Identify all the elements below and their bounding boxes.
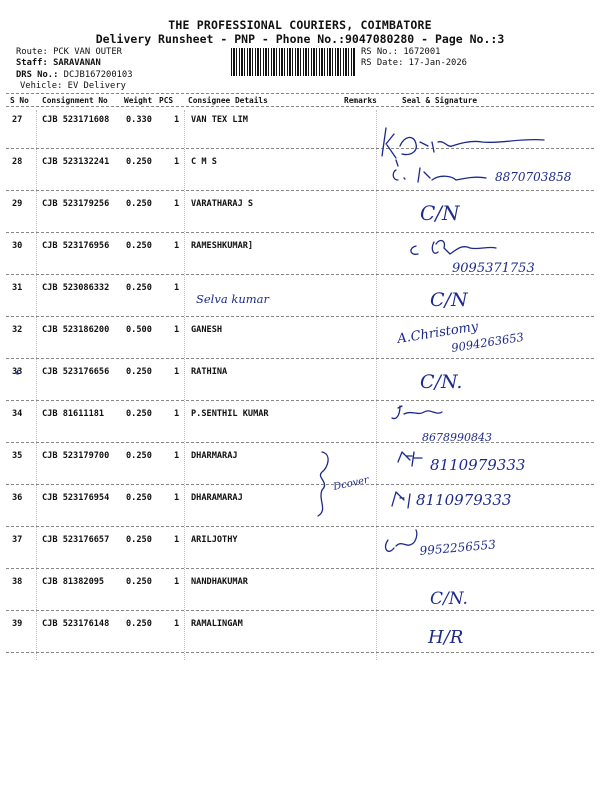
row-sno: 39: [12, 619, 23, 629]
row-consignee: VARATHARAJ S: [191, 199, 254, 209]
row-sno: 37: [12, 535, 23, 545]
row-sno: 34: [12, 409, 23, 419]
row-sno: 36: [12, 493, 23, 503]
table-row: [0, 569, 600, 611]
phone-36: 8110979333: [416, 491, 512, 509]
row-sno: 28: [12, 157, 23, 167]
col-pcs: PCS: [159, 96, 174, 105]
row-consignment-no: CJB 523086332: [42, 283, 110, 293]
row-consignee: P.SENTHIL KUMAR: [191, 409, 269, 419]
row-consignee: RATHINA: [191, 367, 228, 377]
row-pcs: 1: [174, 451, 180, 461]
cn-note-31: C/N: [430, 289, 468, 311]
rs-date: RS Date: 17-Jan-2026: [361, 58, 467, 68]
row-pcs: 1: [174, 409, 180, 419]
drs-label: DRS No.:: [16, 70, 59, 80]
phone-28: 8870703858: [495, 170, 572, 184]
col-consignee: Consignee Details: [188, 96, 268, 105]
vehicle-label: Vehicle: EV Delivery: [20, 81, 126, 91]
row-sno: 27: [12, 115, 23, 125]
row-consignee: C M S: [191, 157, 217, 167]
header-top-rule: [6, 93, 594, 94]
row-sno: 32: [12, 325, 23, 335]
row-consignment-no: CJB 81382095: [42, 577, 105, 587]
staff-value: SARAVANAN: [53, 58, 101, 68]
staff-label: Staff:: [16, 58, 48, 68]
table-row: [0, 107, 600, 149]
phone-34: 8678990843: [422, 431, 492, 444]
table-row: [0, 275, 600, 317]
row-sno: 29: [12, 199, 23, 209]
row-consignment-no: CJB 523179256: [42, 199, 110, 209]
company-title: THE PROFESSIONAL COURIERS, COIMBATORE: [168, 18, 432, 32]
row-consignment-no: CJB 81611181: [42, 409, 105, 419]
table-row: [0, 443, 600, 485]
row-consignment-no: CJB 523176148: [42, 619, 110, 629]
col-seal: Seal & Signature: [402, 96, 478, 105]
col-remarks: Remarks: [344, 96, 377, 105]
table-row: [0, 191, 600, 233]
row-pcs: 1: [174, 619, 180, 629]
col-consignment: Consignment No: [42, 96, 108, 105]
row-weight: 0.250: [126, 283, 152, 293]
col-weight: Weight: [124, 96, 153, 105]
row-weight: 0.330: [126, 115, 152, 125]
row-consignee: RAMESHKUMAR]: [191, 241, 254, 251]
row-consignment-no: CJB 523132241: [42, 157, 110, 167]
row-consignee: GANESH: [191, 325, 223, 335]
row-weight: 0.250: [126, 535, 152, 545]
col-sno: S No: [10, 96, 29, 105]
row-pcs: 1: [174, 493, 180, 503]
table-row: [0, 233, 600, 275]
row-weight: 0.250: [126, 619, 152, 629]
row-weight: 0.500: [126, 325, 152, 335]
row-sno: 30: [12, 241, 23, 251]
row-weight: 0.250: [126, 493, 152, 503]
rs-number: RS No.: 1672001: [361, 47, 441, 57]
table-row: [0, 359, 600, 401]
staff-field: [16, 58, 101, 68]
row-consignee: RAMALINGAM: [191, 619, 243, 629]
row-consignment-no: CJB 523176954: [42, 493, 110, 503]
row-pcs: 1: [174, 115, 180, 125]
cn-note-29: C/N: [420, 201, 460, 225]
row-consignee: NANDHAKUMAR: [191, 577, 248, 587]
row-weight: 0.250: [126, 577, 152, 587]
table-row: [0, 611, 600, 653]
row-pcs: 1: [174, 367, 180, 377]
runsheet-subtitle: Delivery Runsheet - PNP - Phone No.:9047080280 - Page No.:3: [95, 32, 505, 46]
row-weight: 0.250: [126, 409, 152, 419]
table-row: [0, 485, 600, 527]
row-weight: 0.250: [126, 367, 152, 377]
table-row: [0, 149, 600, 191]
table-row: [0, 401, 600, 443]
drs-value: DCJB167200103: [63, 70, 133, 80]
cn-note-38: C/N.: [430, 589, 468, 609]
handwritten-name-31: Selva kumar: [196, 292, 270, 306]
hr-note-39: H/R: [428, 627, 464, 648]
row-consignment-no: CJB 523186200: [42, 325, 110, 335]
phone-37: 9952256553: [419, 537, 497, 558]
row-pcs: 1: [174, 157, 180, 167]
table-row: [0, 317, 600, 359]
barcode-image: [231, 48, 356, 76]
phone-32: 9094263653: [450, 329, 525, 355]
row-consignment-no: CJB 523176956: [42, 241, 110, 251]
row-sno: 31: [12, 283, 23, 293]
row-consignment-no: CJB 523171608: [42, 115, 110, 125]
row-consignee: DHARAMARAJ: [191, 493, 243, 503]
row-sno: 38: [12, 577, 23, 587]
drs-field: [16, 70, 133, 80]
route-label: Route: PCK VAN OUTER: [16, 47, 122, 57]
phone-30: 9095371753: [452, 261, 535, 276]
row-weight: 0.250: [126, 451, 152, 461]
table-row: [0, 527, 600, 569]
handwritten-name-32: A.Christomy: [396, 319, 480, 347]
row-rule: [6, 652, 594, 653]
row-consignee: DHARMARAJ: [191, 451, 238, 461]
row-weight: 0.250: [126, 157, 152, 167]
row-pcs: 1: [174, 241, 180, 251]
row-weight: 0.250: [126, 199, 152, 209]
phone-35: 8110979333: [430, 456, 526, 474]
row-pcs: 1: [174, 283, 180, 293]
row-consignee: ARILJOTHY: [191, 535, 238, 545]
row-pcs: 1: [174, 535, 180, 545]
row-weight: 0.250: [126, 241, 152, 251]
row-consignment-no: CJB 523176657: [42, 535, 110, 545]
row-pcs: 1: [174, 577, 180, 587]
row-consignment-no: CJB 523176656: [42, 367, 110, 377]
row-pcs: 1: [174, 325, 180, 335]
row-pcs: 1: [174, 199, 180, 209]
row-sno: 35: [12, 451, 23, 461]
row-consignment-no: CJB 523179700: [42, 451, 110, 461]
row-sno: 33: [12, 367, 23, 377]
remark-35-36: Dcover: [332, 474, 370, 493]
cn-note-33: C/N.: [420, 371, 463, 393]
row-consignee: VAN TEX LIM: [191, 115, 248, 125]
